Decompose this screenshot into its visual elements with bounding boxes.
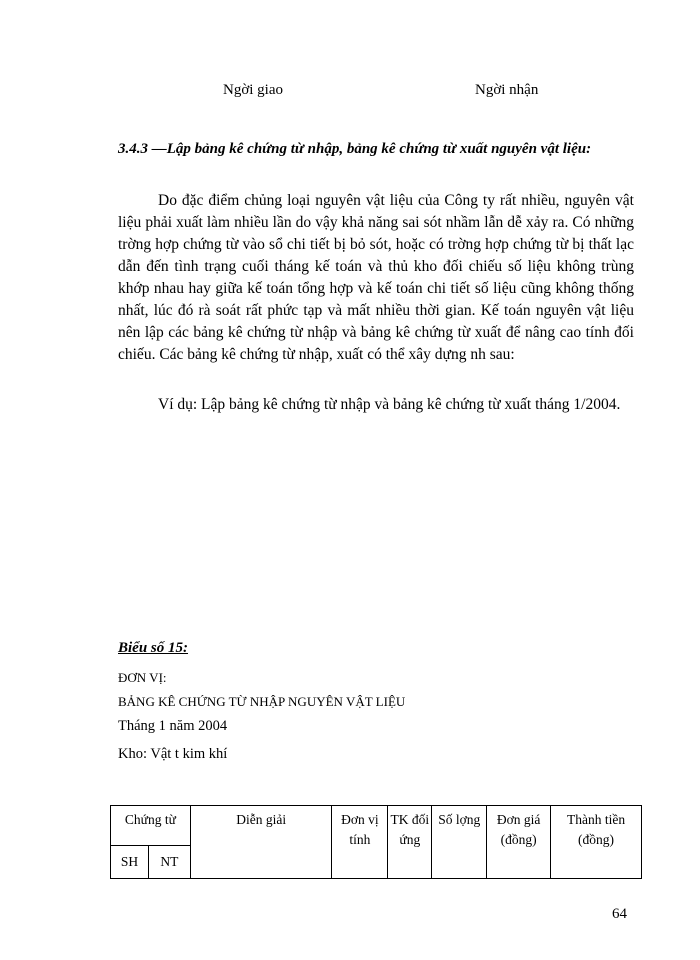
- header-so-luong: Số lợng: [432, 806, 487, 879]
- body-paragraph-1: Do đặc điểm chủng loại nguyên vật liệu của Công ty rất nhiều, nguyên vật liệu phải xuất làm nhiều lần do vậy khả năng sai sót nhầm lẫn dễ xảy ra. Có những trờng hợp chứng từ vào sổ chi tiết bị bỏ sót, hoặc có trờng hợp chứng từ bị thất lạc dẫn đến tình trạng cuối tháng kế toán và thủ kho đối chiếu số liệu không trùng khớp nhau hay giữa kế toán tổng hợp và kế toán chi tiết số liệu cũng không thống nhất, lúc đó rà soát rất phức tạp và mất nhiều thời gian. Kế toán nguyên vật liệu nên lập các bảng kê chứng từ nhập và bảng kê chứng từ xuất để nâng cao tính đối chiếu. Các bảng kê chứng từ nhập, xuất có thể xây dựng nh sau:: [118, 192, 634, 363]
- form-title: BẢNG KÊ CHỨNG TỪ NHẬP NGUYÊN VẬT LIỆU: [118, 694, 406, 709]
- header-dien-giai: Diễn giải: [190, 806, 332, 879]
- header-don-gia: Đơn giá (đồng): [487, 806, 551, 879]
- form-warehouse: Kho: Vật t kim khí: [118, 746, 228, 762]
- header-thanh-tien: Thành tiền (đồng): [551, 806, 642, 879]
- header-don-vi-tinh: Đơn vị tính: [332, 806, 388, 879]
- form-month: Tháng 1 năm 2004: [118, 718, 228, 734]
- header-nt: NT: [148, 845, 190, 878]
- header-sh: SH: [111, 845, 149, 878]
- header-tk-doi-ung: TK đối ứng: [388, 806, 432, 879]
- header-chung-tu: Chứng từ: [111, 806, 191, 846]
- section-heading: 3.4.3 —Lập bảng kê chứng từ nhập, bảng kê chứng từ xuất nguyên vật liệu:: [118, 141, 592, 157]
- unit-label: ĐƠN VỊ:: [118, 670, 167, 685]
- signature-receiver-label: Ngời nhận: [475, 82, 539, 98]
- voucher-table: [110, 805, 642, 879]
- signature-giver-label: Ngời giao: [223, 82, 284, 98]
- form-label: Biểu số 15:: [118, 640, 189, 656]
- page-number: 64: [612, 906, 627, 922]
- body-paragraph-2: Ví dụ: Lập bảng kê chứng từ nhập và bảng kê chứng từ xuất tháng 1/2004.: [158, 396, 621, 413]
